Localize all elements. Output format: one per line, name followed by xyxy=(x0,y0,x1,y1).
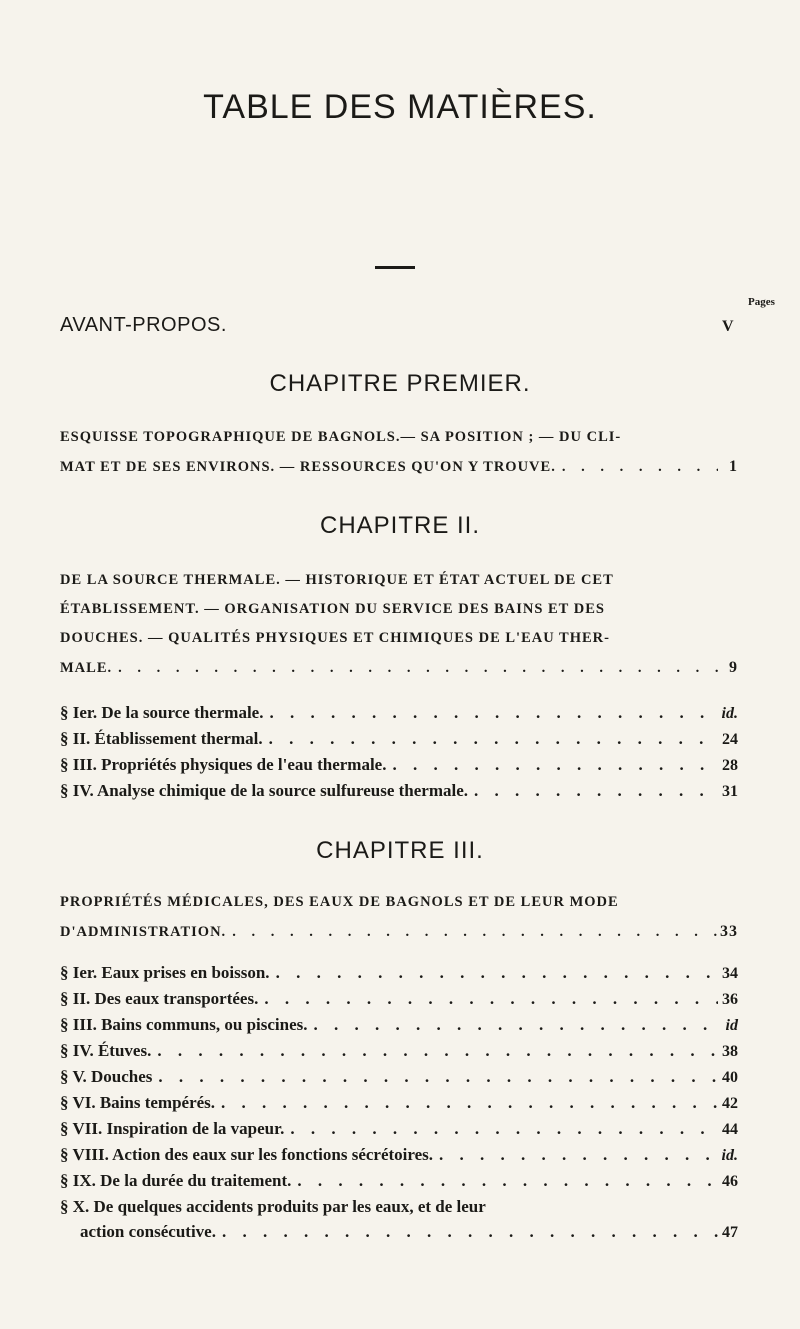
chapter-2-desc-line: ÉTABLISSEMENT. — ORGANISATION DU SERVICE DES BAINS ET DES xyxy=(60,601,605,617)
pages-column-label: Pages xyxy=(748,296,775,308)
section-label: § III. Propriétés physiques de l'eau thermale. xyxy=(60,755,387,774)
section-label: § VI. Bains tempérés. xyxy=(60,1093,216,1112)
chapter-1-desc-line: ESQUISSE TOPOGRAPHIQUE DE BAGNOLS.— SA POSITION ; — DU CLI- xyxy=(60,429,622,445)
toc-section-entry xyxy=(60,778,738,804)
avant-propos-page: V xyxy=(721,318,734,335)
section-page: 36 xyxy=(722,991,738,1008)
section-page: 42 xyxy=(722,1095,738,1112)
dot-leader xyxy=(433,1142,718,1167)
avant-propos-entry xyxy=(60,314,734,337)
toc-section-entry xyxy=(60,986,738,1012)
section-page: 47 xyxy=(722,1224,738,1241)
chapter-2-desc-line: DOUCHES. — QUALITÉS PHYSIQUES ET CHIMIQUES DE L'EAU THER- xyxy=(60,630,610,646)
dot-leader xyxy=(308,1012,718,1037)
chapter-3-page: 33 xyxy=(720,923,738,940)
toc-section-entry xyxy=(60,726,738,752)
section-label: § Ier. Eaux prises en boisson. xyxy=(60,963,270,982)
chapter-2-description xyxy=(60,566,738,683)
chapter-1-page: 1 xyxy=(729,458,738,475)
toc-section-entry xyxy=(60,960,738,986)
dot-leader xyxy=(263,700,718,725)
dot-leader xyxy=(112,654,718,683)
section-label: § IV. Étuves. xyxy=(60,1041,152,1060)
divider-rule xyxy=(375,266,415,269)
section-page: id. xyxy=(721,1147,738,1164)
dot-leader xyxy=(226,918,718,947)
toc-section-entry xyxy=(60,1168,738,1194)
section-label: § II. Des eaux transportées. xyxy=(60,989,259,1008)
section-page: 34 xyxy=(722,965,738,982)
section-label: action consécutive. xyxy=(80,1222,216,1241)
toc-section-entry xyxy=(60,1038,738,1064)
dot-leader xyxy=(468,778,718,803)
section-label: § X. De quelques accidents produits par les eaux, et de leur xyxy=(60,1197,486,1216)
dot-leader xyxy=(215,1090,718,1115)
dot-leader xyxy=(258,986,718,1011)
dot-leader xyxy=(284,1116,718,1141)
section-label: § Ier. De la source thermale. xyxy=(60,703,264,722)
dot-leader xyxy=(216,1219,718,1244)
section-label: § IX. De la durée du traitement. xyxy=(60,1171,292,1190)
section-page: 28 xyxy=(722,757,738,774)
dot-leader xyxy=(386,752,718,777)
toc-section-entry xyxy=(60,1194,738,1219)
dot-leader xyxy=(152,1064,718,1089)
chapter-2-page: 9 xyxy=(729,659,738,676)
toc-section-entry xyxy=(60,1116,738,1142)
dot-leader xyxy=(291,1168,718,1193)
section-page: id xyxy=(725,1017,738,1034)
chapter-2-desc-line: DE LA SOURCE THERMALE. — HISTORIQUE ET ÉTAT ACTUEL DE CET xyxy=(60,572,614,588)
section-page: id. xyxy=(721,705,738,722)
section-page: 40 xyxy=(722,1069,738,1086)
chapter-3-desc-line: D'ADMINISTRATION. xyxy=(60,924,227,940)
dot-leader xyxy=(151,1038,718,1063)
dot-leader xyxy=(270,960,718,985)
chapter-1-title: CHAPITRE PREMIER. xyxy=(269,370,531,397)
chapter-3-sections xyxy=(60,960,738,1245)
chapter-2-sections xyxy=(60,700,738,804)
toc-section-entry xyxy=(60,700,738,726)
toc-section-entry xyxy=(60,1064,738,1090)
chapter-3-desc-line: PROPRIÉTÉS MÉDICALES, DES EAUX DE BAGNOLS ET DE LEUR MODE xyxy=(60,894,619,910)
page-title: TABLE DES MATIÈRES. xyxy=(203,88,597,126)
chapter-2-title: CHAPITRE II. xyxy=(319,512,481,539)
chapter-1-description xyxy=(60,423,738,482)
toc-section-entry xyxy=(60,1090,738,1116)
chapter-2-desc-line: MALE. xyxy=(60,660,113,676)
section-label: § IV. Analyse chimique de la source sulfureuse thermale. xyxy=(60,781,469,800)
chapter-1-desc-line: MAT ET DE SES ENVIRONS. — RESSOURCES QU'ON Y TROUVE. xyxy=(60,459,556,475)
dot-leader xyxy=(263,726,718,751)
section-page: 31 xyxy=(722,783,738,800)
toc-section-entry xyxy=(60,752,738,778)
chapter-3-title: CHAPITRE III. xyxy=(316,837,484,864)
section-page: 46 xyxy=(722,1173,738,1190)
section-label: § III. Bains communs, ou piscines. xyxy=(60,1015,308,1034)
section-label: § II. Établissement thermal. xyxy=(60,729,263,748)
section-label: § VIII. Action des eaux sur les fonctions sécrétoires. xyxy=(60,1145,434,1164)
section-label: § VII. Inspiration de la vapeur. xyxy=(60,1119,285,1138)
section-page: 24 xyxy=(722,731,738,748)
avant-propos-label: AVANT-PROPOS. xyxy=(60,314,227,336)
toc-section-entry xyxy=(60,1142,738,1168)
section-page: 44 xyxy=(722,1121,738,1138)
toc-section-entry xyxy=(60,1012,738,1038)
toc-section-entry-continuation xyxy=(60,1219,738,1245)
dot-leader xyxy=(556,453,718,482)
section-page: 38 xyxy=(722,1043,738,1060)
chapter-3-description xyxy=(60,888,738,947)
section-label: § V. Douches xyxy=(60,1067,153,1086)
